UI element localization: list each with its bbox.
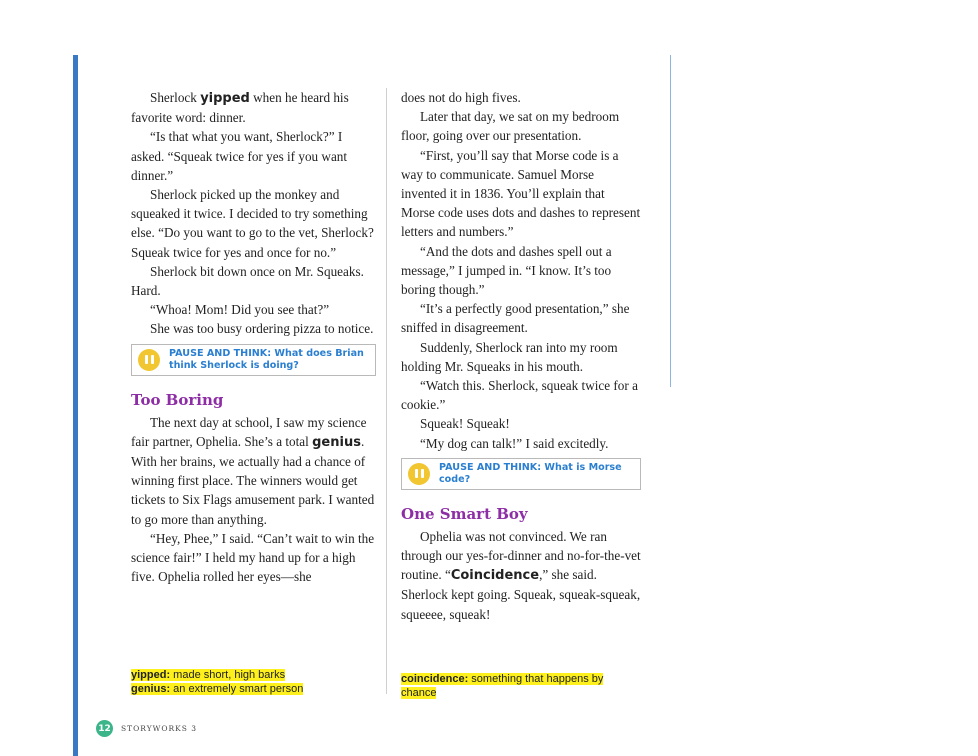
glossary-entry (131, 682, 376, 696)
glossary-entry (131, 668, 376, 682)
glossary-definition: something that happens by chance (401, 673, 604, 699)
glossary-left (131, 668, 376, 696)
paragraph: does not do high fives. (401, 90, 521, 105)
paragraph (131, 413, 376, 529)
glossary-right (401, 672, 641, 700)
paragraph: “Whoa! Mom! Did you see that?” (150, 302, 330, 318)
paragraph: “My dog can talk!” I said excitedly. (420, 435, 609, 451)
pause-and-think-text: PAUSE AND THINK: What does Brian think Sherlock is doing? (169, 347, 364, 371)
text-run: . With her brains, we actually had a chance of winning first place. The winners would get tickets to Six Flags amusement park. I wanted to go more than anything. (131, 433, 375, 527)
paragraph: “And the dots and dashes spell out a message,” I jumped in. “I know. It’s too boring though.” (401, 243, 612, 298)
paragraph: Sherlock bit down once on Mr. Squeaks. Hard. (131, 263, 364, 299)
text-run: Ophelia was not convinced. We ran through our yes-for-dinner and no-for-the-vet routine. “ (401, 528, 641, 583)
pause-and-think-box (401, 458, 641, 490)
column-divider (386, 88, 387, 694)
left-accent-bar (73, 55, 78, 756)
page-footer (96, 720, 197, 737)
paragraph: Sherlock picked up the monkey and squeaked it twice. I decided to try something else. “Do you want to go to the vet, Sherlock? Squeak twice for yes and once for no.” (131, 187, 374, 260)
paragraph: “First, you’ll say that Morse code is a way to communicate. Samuel Morse invented it in 1836. You’ll explain that Morse code uses dots and dashes to represent letters and numbers.” (401, 147, 641, 240)
right-edge-rule (670, 55, 671, 387)
vocab-word-coincidence: Coincidence (450, 568, 540, 584)
text-run: when he heard his favorite word: dinner. (131, 90, 349, 126)
paragraph: Squeak! Squeak! (420, 416, 510, 432)
text-run: Sherlock (150, 90, 201, 105)
text-run: The next day at school, I saw my science fair partner, Ophelia. She’s a total (131, 414, 367, 449)
paragraph: “Is that what you want, Sherlock?” I asked. “Squeak twice for yes if you want dinner.” (131, 129, 348, 183)
paragraph (401, 527, 641, 624)
vocab-word-genius: genius (312, 434, 361, 450)
glossary-term: coincidence: (401, 673, 469, 685)
section-heading: One Smart Boy (401, 504, 528, 523)
pause-icon (408, 463, 430, 485)
section-heading: Too Boring (131, 390, 224, 409)
right-column (401, 88, 641, 624)
glossary-definition: made short, high barks (170, 669, 286, 681)
glossary-definition: an extremely smart person (170, 683, 304, 695)
text-run: ,” she said. Sherlock kept going. Squeak, squeak-squeak, squeeee, squeak! (401, 567, 641, 622)
page-number-badge: 12 (96, 720, 113, 737)
paragraph: “Hey, Phee,” I said. “Can’t wait to win the science fair!” I held my hand up for a high five. Ophelia rolled her eyes—she (131, 530, 375, 585)
left-column (131, 88, 376, 586)
glossary-term: yipped: (131, 669, 171, 681)
pause-and-think-text: PAUSE AND THINK: What is Morse code? (439, 461, 622, 485)
paragraph: Later that day, we sat on my bedroom floor, going over our presentation. (401, 109, 620, 144)
glossary-term: genius: (131, 683, 171, 695)
pause-and-think-box (131, 344, 376, 376)
paragraph: She was too busy ordering pizza to notice. (150, 321, 374, 337)
vocab-word-yipped: yipped (200, 91, 250, 106)
pause-icon (138, 349, 160, 371)
paragraph: Suddenly, Sherlock ran into my room holding Mr. Squeaks in his mouth. (401, 339, 618, 374)
glossary-entry (401, 672, 641, 700)
magazine-name: STORYWORKS 3 (121, 724, 198, 733)
paragraph (131, 88, 376, 127)
paragraph: “It’s a perfectly good presentation,” she sniffed in disagreement. (401, 301, 630, 336)
paragraph: “Watch this. Sherlock, squeak twice for a cookie.” (401, 378, 638, 413)
